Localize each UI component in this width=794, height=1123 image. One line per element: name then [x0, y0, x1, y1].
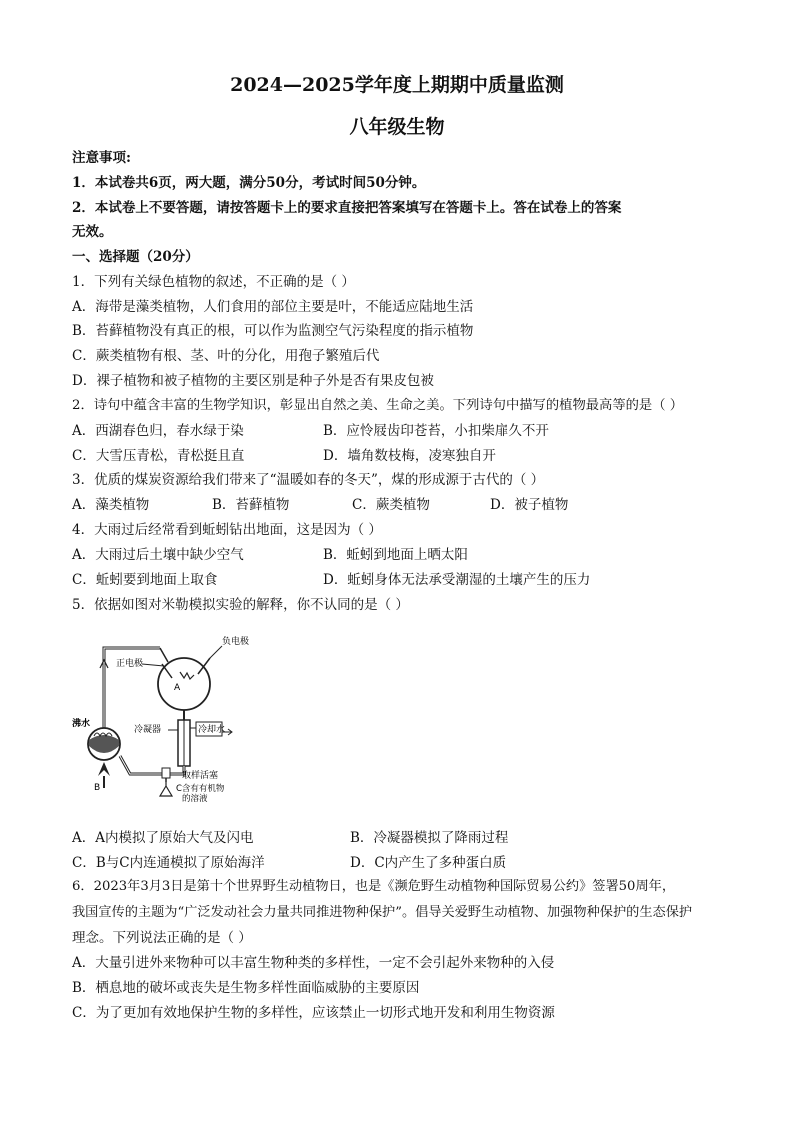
flame-icon [98, 762, 110, 776]
solution-label-2: 的溶液 [182, 794, 208, 803]
notice-heading: 注意事项: [72, 150, 131, 166]
q5-option-b: B．冷凝器模拟了降雨过程 [350, 830, 509, 846]
flask-a-neck [160, 648, 168, 662]
q5-stem: 5．依据如图对米勒模拟实验的解释，你不认同的是（ ） [72, 597, 409, 613]
cooling-water-label: 冷却水 [198, 725, 226, 735]
negative-electrode-label: 负电极 [222, 637, 250, 647]
notice-item-2-line2: 无效。 [72, 224, 113, 240]
q2-stem: 2．诗句中蕴含丰富的生物学知识，彰显出自然之美、生命之美。下列诗句中描写的植物最高等的是（ ） [72, 398, 684, 413]
q5-option-c: C．B与C内连通模拟了原始海洋 [72, 855, 265, 871]
sampling-valve-label: 取样活塞 [182, 771, 219, 781]
q2-option-b: B．应怜屐齿印苍苔，小扣柴扉久不开 [323, 423, 549, 439]
q6-stem-line1: 6．2023年3月3日是第十个世界野生动植物日，也是《濒危野生动植物种国际贸易公约》签署50周年， [72, 879, 676, 894]
q3-option-a: A．藻类植物 [72, 497, 150, 513]
q4-option-b: B．蚯蚓到地面上晒太阳 [323, 547, 468, 563]
exam-subject: 八年级生物 [349, 116, 445, 138]
q1-option-b: B．苔藓植物没有真正的根，可以作为监测空气污染程度的指示植物 [72, 323, 474, 339]
q4-option-c: C．蚯蚓要到地面上取食 [72, 572, 218, 588]
flask-a-label: A [174, 683, 181, 693]
q1-option-d: D．裸子植物和被子植物的主要区别是种子外是否有果皮包被 [72, 373, 434, 389]
sampling-valve [162, 768, 170, 778]
q6-stem-line3: 理念。下列说法正确的是（ ） [72, 930, 252, 946]
notice-item-2-line1: 2．本试卷上不要答题，请按答题卡上的要求直接把答案填写在答题卡上。答在试卷上的答案 [72, 200, 622, 216]
positive-electrode-pointer [142, 664, 164, 666]
notice-item-1: 1．本试卷共6页，两大题，满分50分，考试时间50分钟。 [72, 175, 426, 191]
q1-option-c: C．蕨类植物有根、茎、叶的分化，用孢子繁殖后代 [72, 348, 380, 364]
q6-option-a: A．大量引进外来物种可以丰富生物种类的多样性，一定不会引起外来物种的入侵 [72, 955, 555, 971]
boiling-water-label: 沸水 [72, 719, 91, 729]
negative-electrode-pointer [210, 646, 222, 658]
burner-label: B [94, 783, 101, 793]
q3-stem: 3．优质的煤炭资源给我们带来了“温暖如春的冬天”，煤的形成源于古代的（ ） [72, 472, 545, 488]
q1-stem: 1．下列有关绿色植物的叙述，不正确的是（ ） [72, 274, 355, 290]
q4-option-a: A．大雨过后土壤中缺少空气 [72, 547, 244, 563]
q2-option-d: D．墙角数枝梅，凌寒独自开 [323, 448, 496, 464]
exam-title: 2024—2025学年度上期期中质量监测 [230, 74, 564, 96]
q6-stem-line2: 我国宣传的主题为“广泛发动社会力量共同推进物种保护”。倡导关爱野生动植物、加强物种保护的生态保护 [72, 905, 693, 920]
q5-option-d: D．C内产生了多种蛋白质 [350, 855, 507, 871]
positive-electrode-label: 正电极 [116, 659, 144, 669]
q3-option-b: B．苔藓植物 [212, 497, 290, 513]
condenser-label: 冷凝器 [134, 725, 162, 735]
solution-label-1: C含有有机物 [176, 784, 225, 794]
q1-option-a: A．海带是藻类植物，人们食用的部位主要是叶，不能适应陆地生活 [72, 299, 474, 315]
q6-option-c: C．为了更加有效地保护生物的多样性，应该禁止一切形式地开发和利用生物资源 [72, 1005, 555, 1021]
q6-option-b: B．栖息地的破坏或丧失是生物多样性面临威胁的主要原因 [72, 980, 420, 996]
q3-option-c: C．蕨类植物 [352, 497, 430, 513]
q5-option-a: A．A内模拟了原始大气及闪电 [72, 830, 254, 846]
q2-option-a: A．西湖春色归，春水绿于染 [72, 423, 244, 439]
flask-c [160, 782, 172, 796]
q3-option-d: D．被子植物 [490, 497, 569, 513]
tube-bottom [120, 756, 184, 774]
section-heading: 一、选择题（20分） [72, 249, 199, 265]
q4-option-d: D．蚯蚓身体无法承受潮湿的土壤产生的压力 [323, 572, 591, 588]
q4-stem: 4．大雨过后经常看到蚯蚓钻出地面，这是因为（ ） [72, 522, 382, 538]
flask-a [158, 658, 210, 710]
q2-option-c: C．大雪压青松，青松挺且直 [72, 448, 245, 464]
miller-experiment-diagram [72, 628, 262, 803]
